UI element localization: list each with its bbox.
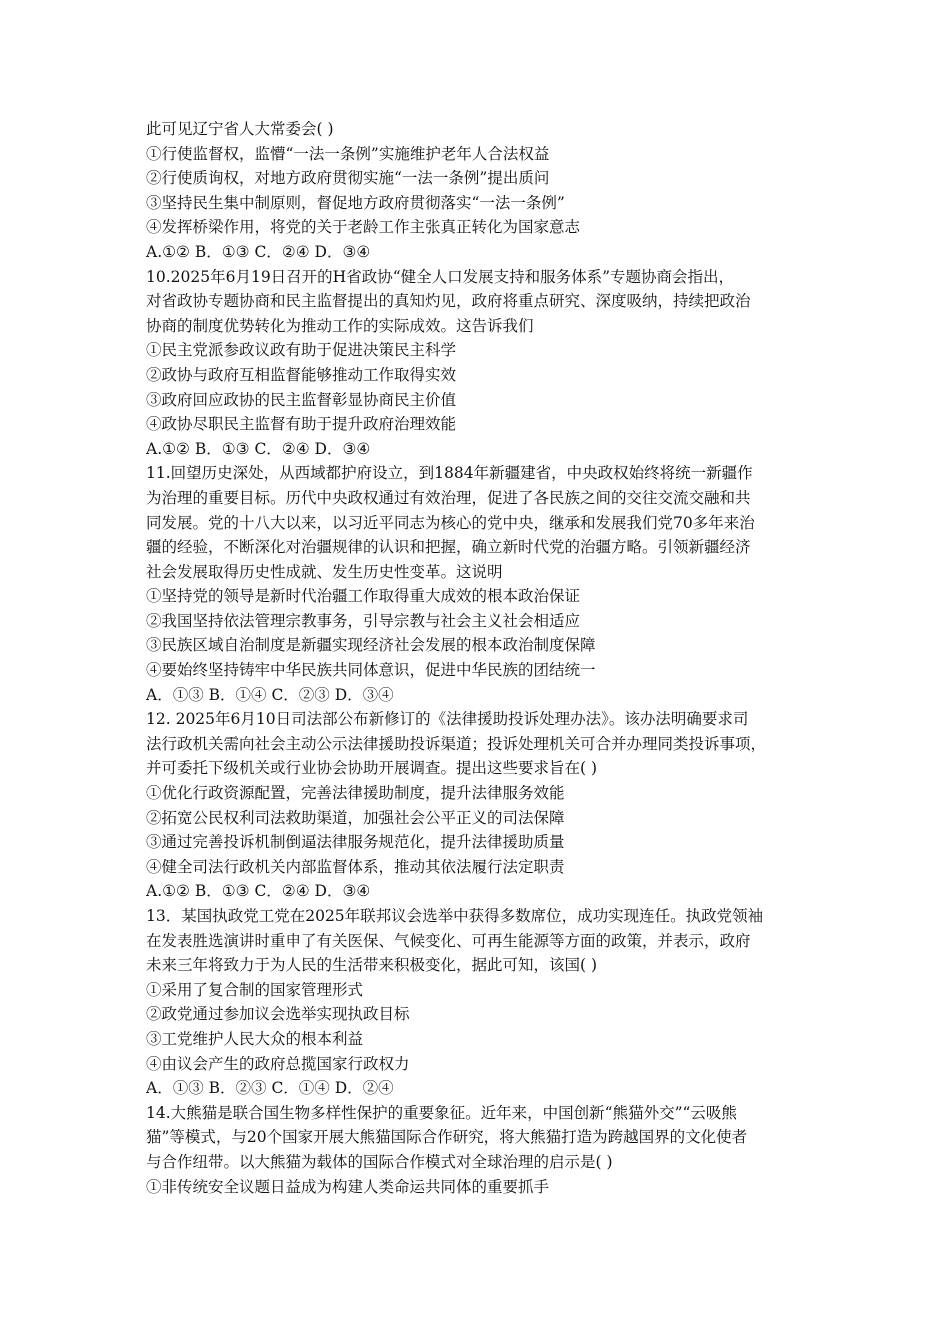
text-line: 与合作纽带。以大熊猫为载体的国际合作模式对全球治理的启示是( ): [146, 1152, 613, 1171]
text-line: 13．某国执政党工党在2025年联邦议会选举中获得多数席位，成功实现连任。执政党领袖: [146, 907, 764, 925]
text-line: 未来三年将致力于为人民的生活带来积极变化，据此可知，该国( ): [146, 956, 598, 975]
text-line: ①非传统安全议题日益成为构建人类命运共同体的重要抓手: [146, 1177, 550, 1196]
text-line: 法行政机关需向社会主动公示法律援助投诉渠道；投诉处理机关可合并办理同类投诉事项，: [146, 734, 767, 753]
text-line: ③政府回应政协的民主监督彰显协商民主价值: [146, 390, 457, 409]
text-line: ④健全司法行政机关内部监督体系，推动其依法履行法定职责: [146, 857, 565, 876]
text-line: 社会发展取得历史性成就、发生历史性变革。这说明: [146, 562, 503, 581]
text-line: 为治理的重要目标。历代中央政权通过有效治理，促进了各民族之间的交往交流交融和共: [146, 488, 751, 507]
text-line: A.①② B．①③ C．②④ D．③④: [146, 439, 371, 458]
text-line: A．①③ B．②③ C．①④ D．②④: [146, 1079, 394, 1098]
text-line: ②行使质询权，对地方政府贯彻实施“一法一条例”提出质问: [146, 169, 550, 188]
text-line: 12. 2025年6月10日司法部公布新修订的《法律援助投诉处理办法》。该办法明确要求司: [146, 710, 749, 729]
text-line: ①民主党派参政议政有助于促进决策民主科学: [146, 341, 457, 360]
text-line: A.①② B．①③ C．②④ D．③④: [146, 882, 371, 901]
text-line: ④要始终坚持铸牢中华民族共同体意识，促进中华民族的团结统一: [146, 661, 596, 680]
text-line: ②政党通过参加议会选举实现执政目标: [146, 1005, 410, 1024]
text-line: ②我国坚持依法管理宗教事务，引导宗教与社会主义社会相适应: [146, 611, 581, 630]
question-text-block: [146, 117, 814, 1199]
text-line: A．①③ B．①④ C．②③ D．③④: [146, 685, 394, 704]
text-line: ②拓宽公民权利司法救助渠道，加强社会公平正义的司法保障: [146, 808, 565, 827]
text-line: A.①② B．①③ C．②④ D．③④: [146, 242, 371, 261]
text-line: 11.回望历史深处，从西域都护府设立，到1884年新疆建省，中央政权始终将统一新疆作: [146, 464, 753, 483]
text-line: ④由议会产生的政府总揽国家行政权力: [146, 1054, 410, 1073]
text-line: ④发挥桥梁作用，将党的关于老龄工作主张真正转化为国家意志: [146, 218, 581, 237]
text-line: 同发展。党的十八大以来，以习近平同志为核心的党中央，继承和发展我们党70多年来治: [146, 513, 755, 532]
text-line: ①采用了复合制的国家管理形式: [146, 980, 364, 999]
text-line: 此可见辽宁省人大常委会( ): [146, 120, 334, 138]
text-line: ①行使监督权，监懵“一法一条例”实施维护老年人合法权益: [146, 144, 550, 163]
text-line: 疆的经验，不断深化对治疆规律的认识和把握，确立新时代党的治疆方略。引领新疆经济: [146, 538, 751, 557]
text-line: ③通过完善投诉机制倒逼法律服务规范化，提升法律援助质量: [146, 833, 565, 852]
text-line: ①坚持党的领导是新时代治疆工作取得重大成效的根本政治保证: [146, 587, 581, 606]
text-line: 对省政协专题协商和民主监督提出的真知灼见，政府将重点研究、深度吸纳，持续把政治: [146, 292, 751, 311]
text-line: 猫”等模式，与20个国家开展大熊猫国际合作研究，将大熊猫打造为跨越国界的文化使者: [146, 1128, 748, 1147]
text-line: ④政协尽职民主监督有助于提升政府治理效能: [146, 415, 457, 434]
text-line: 并可委托下级机关或行业协会协助开展调查。提出这些要求旨在( ): [146, 759, 598, 778]
text-line: ①优化行政资源配置，完善法律援助制度，提升法律服务效能: [146, 784, 565, 803]
text-line: 14.大熊猫是联合国生物多样性保护的重要象征。近年来，中国创新“熊猫外交”“云吸熊: [146, 1103, 737, 1122]
text-line: ③民族区域自治制度是新疆实现经济社会发展的根本政治制度保障: [146, 636, 596, 655]
text-line: ②政协与政府互相监督能够推动工作取得实效: [146, 365, 457, 384]
text-line: ③工党维护人民大众的根本利益: [146, 1029, 364, 1048]
text-line: 在发表胜选演讲时重申了有关医保、气候变化、可再生能源等方面的政策，并表示，政府: [146, 931, 751, 950]
text-line: 协商的制度优势转化为推动工作的实际成效。这告诉我们: [146, 316, 534, 335]
text-line: 10.2025年6月19日召开的H省政协“健全人口发展支持和服务体系”专题协商会指出，: [146, 267, 735, 286]
text-line: ③坚持民生集中制原则，督促地方政府贯彻落实“一法一条例”: [146, 193, 565, 212]
